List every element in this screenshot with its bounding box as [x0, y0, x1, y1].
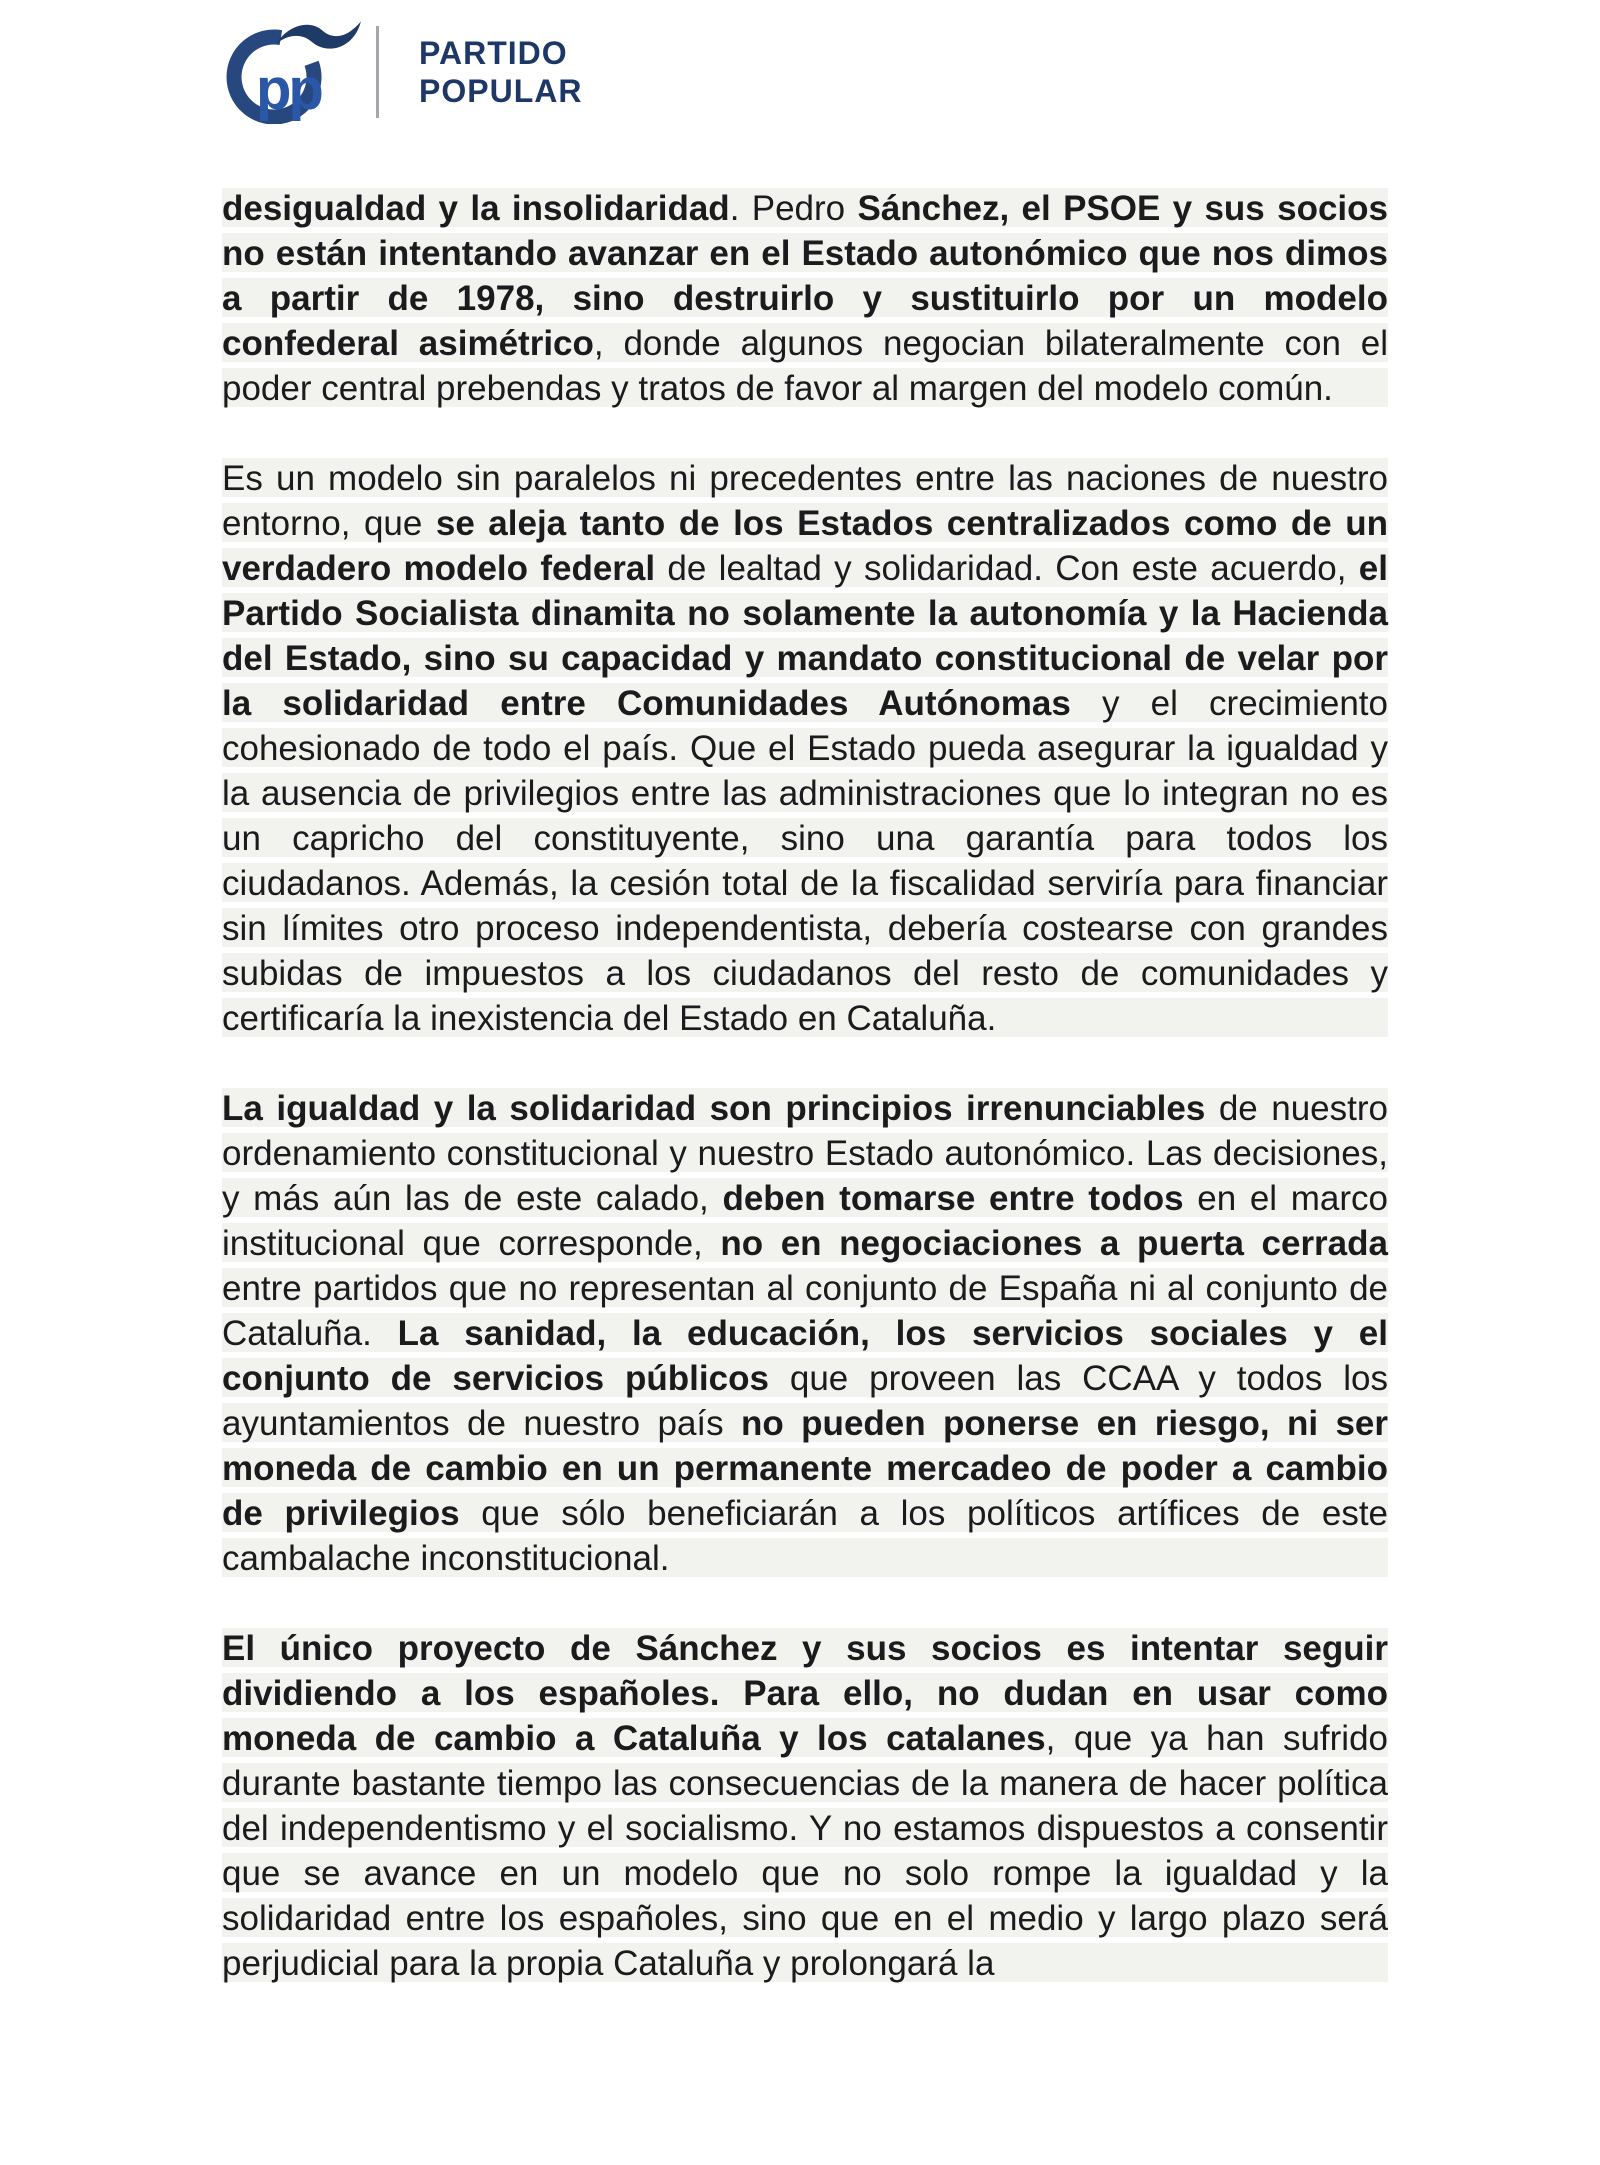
bold-text-run: La sanidad, la educación, los servicios sociales y el conjunto de servicios públicos	[222, 1314, 1388, 1398]
seagull-icon	[276, 21, 361, 49]
text-run: , que ya han sufrido durante bastante tiempo las consecuencias de la manera de hacer política del independentismo y el socialismo. Y no estamos dispuestos a consentir que se avance en un modelo que no solo rompe la igualdad y la solidaridad entre los españoles, sino que en el medio y largo plazo será perjudicial para la propia Cataluña y prolongará la	[222, 1719, 1389, 1983]
text-run: , donde algunos negocian bilateralmente con el poder central prebendas y tratos de favor al margen del modelo común.	[222, 324, 1388, 408]
text-run: que proveen las CCAA y todos los ayuntamientos de nuestro país	[222, 1359, 1389, 1443]
paragraph	[222, 186, 1388, 411]
bold-text-run: El único proyecto de Sánchez y sus socios es intentar seguir dividiendo a los españoles. Para ello, no dudan en usar como moneda de cambio a Cataluña y los catalanes	[222, 1629, 1388, 1758]
text-run: que sólo beneficiarán a los políticos artífices de este cambalache inconstitucional.	[222, 1494, 1389, 1578]
pp-logo	[222, 20, 582, 124]
text-run: y el crecimiento cohesionado de todo el país. Que el Estado pueda asegurar la igualdad y la ausencia de privilegios entre las administraciones que lo integran no es un capricho del constituyente, sino una garantía para todos los ciudadanos. Además, la cesión total de la fiscalidad serviría para financiar sin límites otro proceso independentista, debería costearse con grandes subidas de impuestos a los ciudadanos del resto de comunidades y certificaría la inexistencia del Estado en Cataluña.	[222, 684, 1388, 1038]
bold-text-run: desigualdad y la insolidaridad	[222, 189, 730, 228]
text-run: entre partidos que no representan al conjunto de España ni al conjunto de Cataluña.	[222, 1269, 1388, 1353]
brand-name	[419, 34, 582, 110]
brand-line1: PARTIDO	[419, 35, 568, 71]
paragraph	[222, 1086, 1388, 1581]
bold-text-run: no pueden ponerse en riesgo, ni ser moneda de cambio en un permanente mercadeo de poder a cambio de privilegios	[222, 1404, 1388, 1533]
bold-text-run: La igualdad y la solidaridad son principios irrenunciables	[222, 1089, 1206, 1128]
document-body	[222, 186, 1388, 1986]
logo-divider	[376, 26, 379, 118]
bold-text-run: Sánchez, el PSOE y sus socios no están intentando avanzar en el Estado autonómico que nos dimos a partir de 1978, sino destruirlo y sustituirlo por un modelo confederal asimétrico	[222, 189, 1388, 363]
bold-text-run: se aleja tanto de los Estados centralizados como de un verdadero modelo federal	[222, 504, 1388, 588]
pp-emblem-icon	[222, 20, 362, 124]
pp-emblem-letters: pp	[256, 57, 321, 122]
text-run: de nuestro ordenamiento constitucional y nuestro Estado autonómico. Las decisiones, y más aún las de este calado,	[222, 1089, 1388, 1218]
text-run: Es un modelo sin paralelos ni precedentes entre las naciones de nuestro entorno, que	[222, 459, 1388, 543]
bold-text-run: deben tomarse entre todos	[722, 1179, 1184, 1218]
paragraph	[222, 456, 1388, 1041]
bold-text-run: el Partido Socialista dinamita no solamente la autonomía y la Hacienda del Estado, sino su capacidad y mandato constitucional de velar por la solidaridad entre Comunidades Autónomas	[222, 549, 1388, 723]
brand-line2: POPULAR	[419, 73, 583, 109]
text-run: . Pedro	[729, 189, 858, 228]
bold-text-run: no en negociaciones a puerta cerrada	[720, 1224, 1388, 1263]
text-run: de lealtad y solidaridad. Con este acuerdo,	[655, 549, 1359, 588]
text-run: en el marco institucional que corresponde,	[222, 1179, 1389, 1263]
paragraph	[222, 1626, 1388, 1986]
